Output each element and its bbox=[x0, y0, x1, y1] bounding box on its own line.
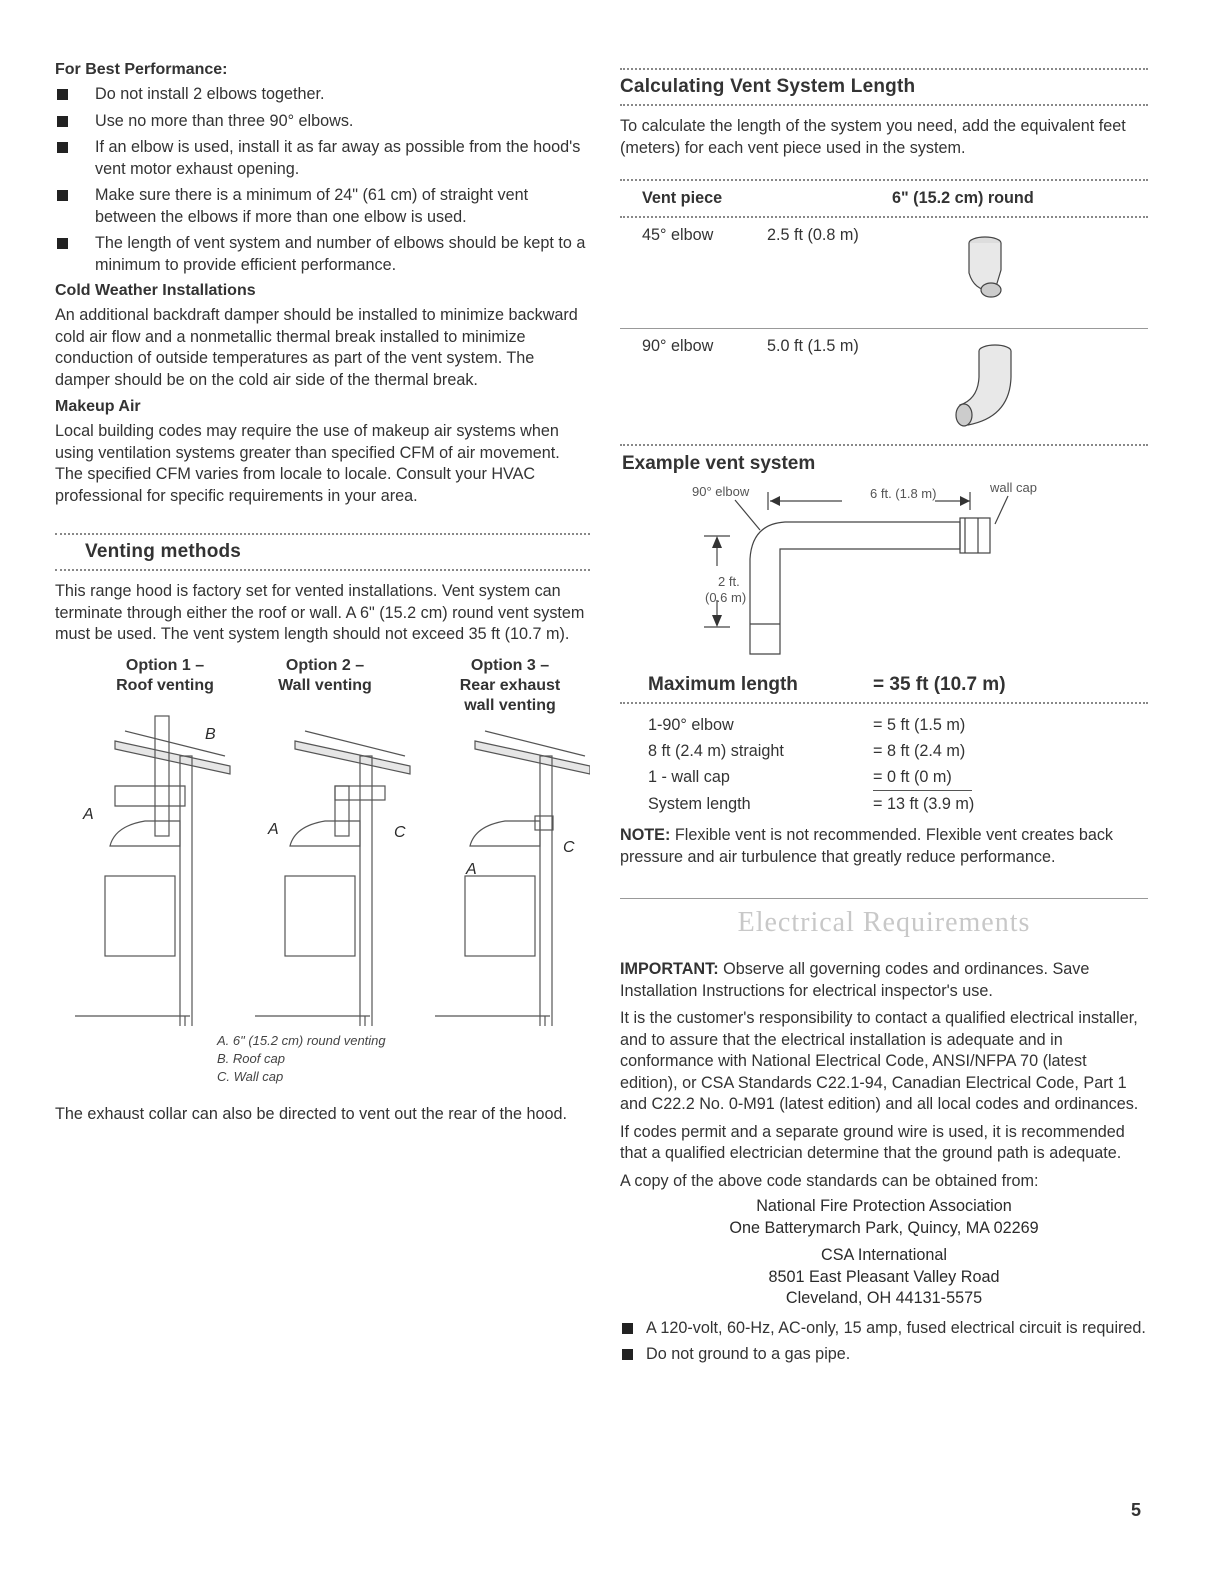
max-length-row: Maximum length = 35 ft (10.7 m) bbox=[648, 674, 1006, 695]
label-c: C bbox=[563, 838, 575, 856]
example-vent-drawing bbox=[620, 484, 1148, 674]
divider bbox=[55, 569, 590, 571]
venting-diagram bbox=[55, 656, 590, 1026]
venting-methods-heading: Venting methods bbox=[85, 541, 242, 562]
right-column bbox=[620, 68, 1148, 1371]
electrical-list bbox=[620, 1318, 1148, 1366]
figure-legend: A. 6" (15.2 cm) round venting B. Roof cap C. Wall cap bbox=[217, 1032, 386, 1084]
example-cap-label: wall cap bbox=[990, 480, 1037, 495]
list-item: Do not install 2 elbows together. bbox=[55, 84, 590, 106]
example-heading: Example vent system bbox=[622, 453, 816, 474]
makeup-air-text: Local building codes may require the use of makeup air systems when using ventilation systems greater than specified CFM of air movement. The specified CFM varies from locale to locale. Consult your HVAC professional for specific requirements in your area. bbox=[55, 422, 560, 505]
ground-text: If codes permit and a separate ground wire is used, it is recommended that a qualified electrician determine that the ground path is adequate. bbox=[620, 1122, 1125, 1162]
example-elbow-label: 90° elbow bbox=[692, 484, 750, 499]
example-diagram bbox=[620, 480, 1148, 674]
page-number: 5 bbox=[1130, 1500, 1141, 1520]
list-item: If an elbow is used, install it as far away as possible from the hood's vent motor exhaust opening. bbox=[55, 137, 590, 180]
bullet-icon bbox=[57, 116, 68, 127]
list-item: A 120-volt, 60-Hz, AC-only, 15 amp, fused electrical circuit is required. bbox=[620, 1318, 1148, 1340]
list-item: Make sure there is a minimum of 24" (61 cm) of straight vent between the elbows if more than one elbow is used. bbox=[55, 185, 590, 228]
venting-methods-text: This range hood is factory set for vented installations. Vent system can terminate through either the roof or wall. A 6" (15.2 cm) round vent system must be used. The vent system length should not exceed 35 ft (10.7 m). bbox=[55, 582, 585, 643]
divider bbox=[620, 898, 1148, 899]
table-row: System length = 13 ft (3.9 m) bbox=[648, 795, 975, 813]
example-height-label-metric: (0.6 m) bbox=[705, 590, 747, 605]
best-performance-title: For Best Performance: bbox=[55, 61, 228, 78]
table-row: 45° elbow 2.5 ft (0.8 m) bbox=[620, 218, 1148, 328]
table-row: 1 - wall cap = 0 ft (0 m) bbox=[648, 764, 1148, 791]
important-text: IMPORTANT: Observe all governing codes and ordinances. Save Installation Instructions for electrical inspector's use. bbox=[620, 960, 1090, 1000]
bullet-icon bbox=[622, 1323, 633, 1334]
option-1-drawing bbox=[75, 716, 230, 1026]
makeup-air-title: Makeup Air bbox=[55, 398, 141, 415]
divider bbox=[620, 104, 1148, 106]
table-row: 90° elbow 5.0 ft (1.5 m) bbox=[620, 329, 1148, 444]
csa-address: CSA International 8501 East Pleasant Valley Road Cleveland, OH 44131-5575 bbox=[768, 1246, 1000, 1307]
label-b: B bbox=[205, 725, 216, 743]
cold-weather-title: Cold Weather Installations bbox=[55, 282, 256, 299]
responsibility-text: It is the customer's responsibility to contact a qualified electrical installer, and to assure that the electrical installation is adequate and in conformance with National Electrical Code, ANSI/NFPA 70 (latest edition), or CSA Standards C22.1-94, Canadian Electrical Code, Part 1 and C22.2 No. 0-M91 (latest edition) and all local codes and ordinances. bbox=[620, 1009, 1139, 1113]
bullet-icon bbox=[57, 142, 68, 153]
list-item: The length of vent system and number of elbows should be kept to a minimum to provide efficient performance. bbox=[55, 233, 590, 276]
option-2-drawing bbox=[255, 731, 410, 1026]
elbow-90-icon bbox=[950, 337, 1030, 427]
best-performance-list bbox=[55, 84, 590, 276]
option-3-label: Option 3 – Rear exhaust wall venting bbox=[459, 656, 561, 714]
cold-weather-text: An additional backdraft damper should be installed to minimize backward cold air flow and a nonmetallic thermal break installed to minimize conduction of outside temperatures as part of the vent system. The damper should be on the cold air side of the thermal break. bbox=[55, 306, 578, 389]
nfpa-address: National Fire Protection Association One Batterymarch Park, Quincy, MA 02269 bbox=[729, 1197, 1039, 1237]
bullet-icon bbox=[57, 190, 68, 201]
example-height-label: 2 ft. bbox=[718, 574, 740, 589]
divider bbox=[620, 444, 1148, 446]
label-a: A bbox=[268, 820, 279, 838]
bullet-icon bbox=[57, 89, 68, 100]
exhaust-collar-text: The exhaust collar can also be directed to vent out the rear of the hood. bbox=[55, 1104, 568, 1123]
table-header: Vent piece 6" (15.2 cm) round bbox=[642, 189, 1034, 207]
calc-text: To calculate the length of the system you need, add the equivalent feet (meters) for each vent piece used in the system. bbox=[620, 117, 1126, 157]
option-3-drawing bbox=[435, 731, 590, 1026]
table-row: 8 ft (2.4 m) straight = 8 ft (2.4 m) bbox=[648, 742, 966, 760]
table-row: 1-90° elbow = 5 ft (1.5 m) bbox=[648, 716, 966, 734]
label-c: C bbox=[394, 823, 406, 841]
label-a: A bbox=[83, 805, 94, 823]
example-length-label: 6 ft. (1.8 m) bbox=[870, 486, 937, 501]
list-item: Use no more than three 90° elbows. bbox=[55, 111, 590, 133]
calc-heading: Calculating Vent System Length bbox=[620, 76, 916, 97]
divider bbox=[620, 702, 1148, 704]
option-1-label: Option 1 – Roof venting bbox=[116, 656, 214, 694]
bullet-icon bbox=[57, 238, 68, 249]
venting-options-figure bbox=[55, 656, 590, 1026]
elbow-45-icon bbox=[955, 228, 1015, 308]
note-text: NOTE: Flexible vent is not recommended. Flexible vent creates back pressure and air turbulence that greatly reduce performance. bbox=[620, 826, 1114, 866]
option-2-label: Option 2 – Wall venting bbox=[278, 656, 372, 694]
copy-text: A copy of the above code standards can be obtained from: bbox=[620, 1171, 1039, 1190]
left-column bbox=[55, 60, 590, 1125]
electrical-heading: Electrical Requirements bbox=[737, 907, 1031, 938]
calc-table bbox=[620, 712, 1148, 817]
bullet-icon bbox=[622, 1349, 633, 1360]
list-item: Do not ground to a gas pipe. bbox=[620, 1344, 1148, 1366]
label-a: A bbox=[466, 860, 477, 878]
